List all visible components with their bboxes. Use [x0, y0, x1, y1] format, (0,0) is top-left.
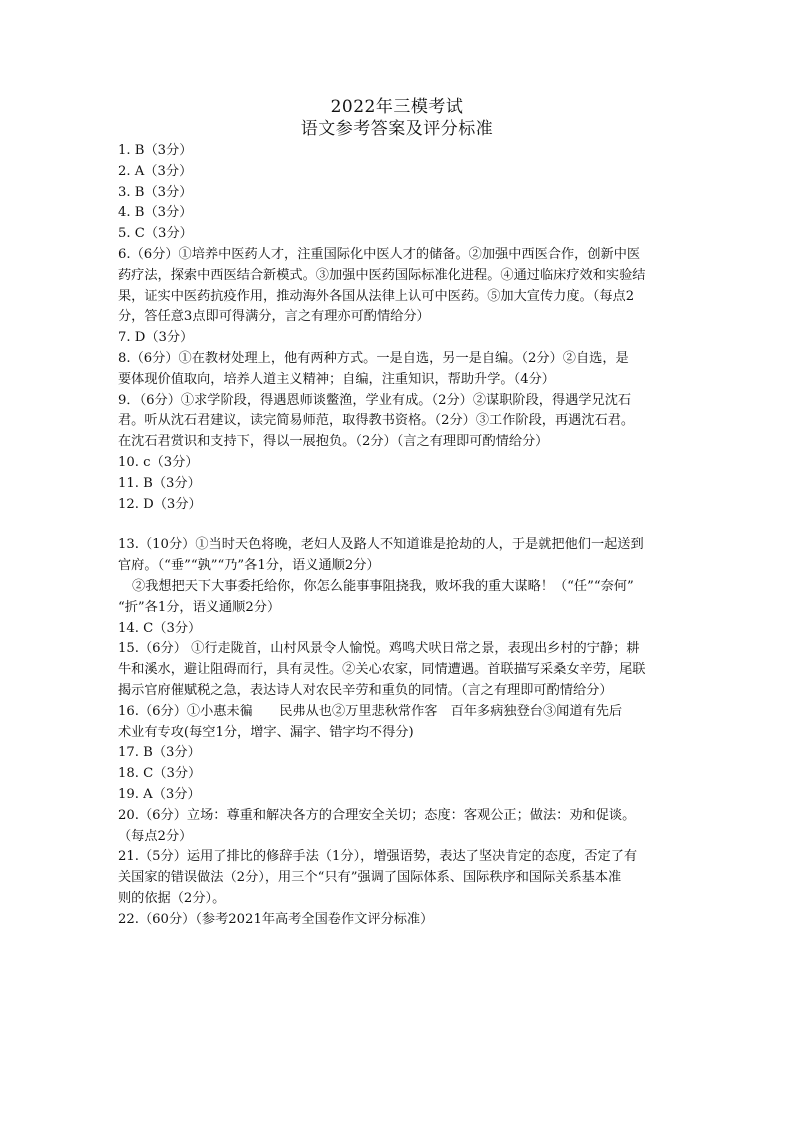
answer-line: 在沈石君赏识和支持下，得以一展抱负。（2分）（言之有理即可酌情给分） — [118, 434, 549, 450]
answer-line: 3. B（3分） — [118, 184, 193, 200]
answer-line: 13.（10分）①当时天色将晚，老妇人及路人不知道谁是抢劫的人，于是就把他们一起送到 — [118, 537, 644, 553]
answer-line: 7. D（3分） — [118, 330, 194, 346]
answer-line: 1. B（3分） — [118, 143, 193, 158]
answer-line: 17. B（3分） — [118, 745, 201, 761]
answer-line: 要体现价值取向，培养人道主义精神；自编，注重知识，帮助升学。（4分） — [118, 371, 555, 387]
answer-line: 4. B（3分） — [118, 205, 193, 221]
answer-line: “折”各1分，语义通顺2分） — [118, 599, 281, 615]
answer-line: 16.（6分）①小惠未徧 民弗从也②万里悲秋常作客 百年多病独登台③闻道有先后 — [118, 703, 623, 719]
answer-line: 则的依据（2分）。 — [118, 890, 226, 906]
answer-key-title: 语文参考答案及评分标准 — [300, 119, 494, 139]
answer-line: 2. A（3分） — [118, 163, 193, 179]
answer-line: 君。听从沈石君建议，读完简易师范，取得教书资格。（2分）③工作阶段，再遇沈石君。 — [118, 413, 635, 429]
answer-line: （每点2分） — [118, 828, 193, 844]
answer-line: 9．（6分）①求学阶段，得遇恩师谈鳖渔，学业有成。（2分）②谋职阶段，得遇学兄沈石 — [118, 392, 632, 408]
answer-line: 揭示官府催赋税之急，表达诗人对农民辛劳和重负的同情。（言之有理即可酌情给分） — [118, 682, 613, 698]
answer-line: 术业有专攻(每空1分，增字、漏字、错字均不得分) — [118, 724, 414, 740]
answer-line: 14. C（3分） — [118, 620, 202, 636]
answer-line: 15.（6分） ①行走陇首，山村风景令人愉悦。鸡鸣犬吠日常之景，表现出乡村的宁静；耕 — [118, 641, 640, 657]
exam-title: 2022年三模考试 — [330, 97, 464, 117]
answer-line: 20.（6分）立场：尊重和解决各方的合理安全关切；态度：客观公正；做法：劝和促谈。 — [118, 807, 636, 823]
answer-list — [118, 141, 684, 930]
answer-line: 10. c（3分） — [118, 454, 199, 470]
answer-line: 18. C（3分） — [118, 766, 202, 782]
answer-line: 药疗法，探索中西医结合新模式。③加强中医药国际标准化进程。④通过临床疗效和实验结 — [118, 267, 646, 283]
answer-line: 8.（6分）①在教材处理上，他有两种方式。一是自选，另一是自编。（2分）②自选，是 — [118, 350, 629, 366]
answer-line: 5. C（3分） — [118, 226, 193, 242]
answer-line: 官府。（“垂”“孰”“乃”各1分，语义通顺2分） — [118, 558, 380, 574]
answer-line: 11. B（3分） — [118, 475, 201, 491]
title-block — [0, 96, 794, 140]
answer-line: 6.（6分）①培养中医药人才，注重国际化中医人才的储备。②加强中西医合作，创新中医 — [118, 246, 641, 262]
answer-line: 牛和溪水，避让阻碍而行，具有灵性。②关心农家，同情遭遇。首联描写采桑女辛劳，尾联 — [118, 662, 646, 678]
answer-line: 果，证实中医药抗疫作用，推动海外各国从法律上认可中医药。⑤加大宣传力度。（每点2 — [118, 288, 635, 304]
answer-line: 21.（5分）运用了排比的修辞手法（1分），增强语势，表达了坚决肯定的态度，否定了有 — [118, 849, 638, 865]
answer-line: 22.（60分）（参考2021年高考全国卷作文评分标准） — [118, 911, 434, 927]
answer-line: 19. A（3分） — [118, 786, 201, 802]
answer-line: ②我想把天下大事委托给你，你怎么能事事阻挠我，败坏我的重大谋略！（“任”“奈何” — [132, 578, 634, 594]
blank-line — [118, 515, 684, 535]
answer-line: 12. D（3分） — [118, 496, 202, 512]
answer-line: 分，答任意3点即可得满分，言之有理亦可酌情给分） — [118, 309, 430, 325]
answer-line: 关国家的错误做法（2分），用三个“只有”强调了国际体系、国际秩序和国际关系基本准 — [118, 870, 622, 886]
